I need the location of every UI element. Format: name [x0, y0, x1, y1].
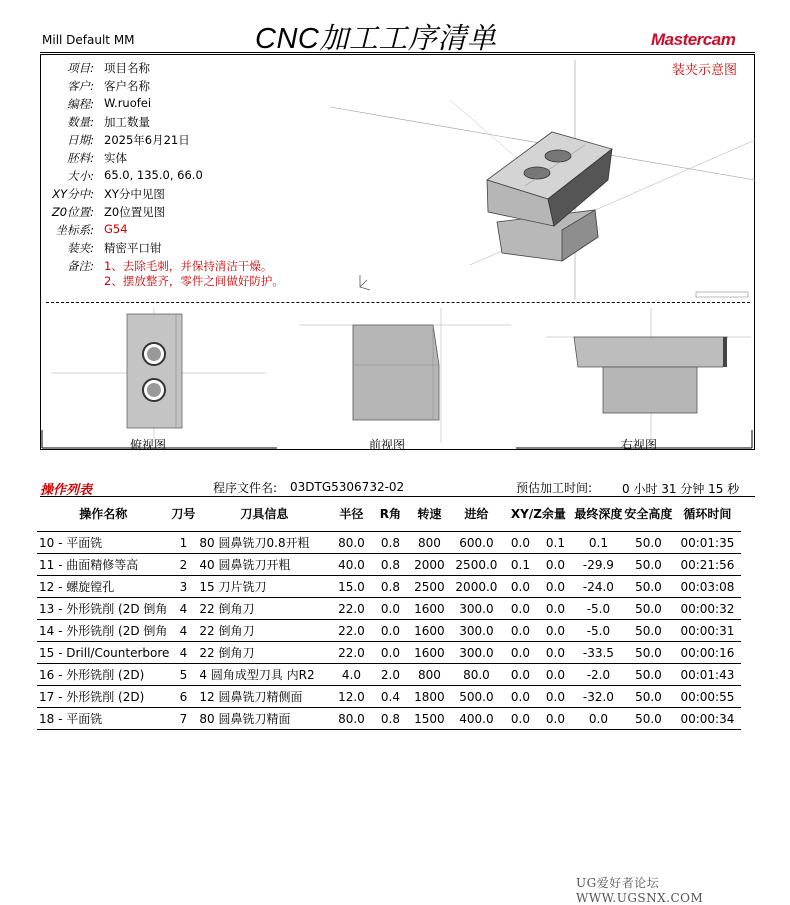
- table-cell: 0.0: [503, 620, 537, 642]
- info-row-date: [40, 132, 340, 150]
- table-cell: -32.0: [573, 686, 623, 708]
- isometric-view: [330, 60, 755, 300]
- table-cell: 5: [169, 664, 197, 686]
- right-view-base: [603, 367, 697, 413]
- table-cell: 800: [409, 664, 449, 686]
- table-cell: 80 圆鼻铣刀0.8开粗: [197, 532, 331, 554]
- table-cell: 0.0: [537, 554, 573, 576]
- info-label: Z0位置:: [51, 205, 94, 219]
- table-cell: 15 - Drill/Counterbore: [37, 642, 169, 664]
- col-header: 刀具信息: [197, 498, 331, 532]
- table-cell: 2.0: [371, 664, 409, 686]
- table-cell: 0.8: [371, 532, 409, 554]
- table-cell: 0.0: [371, 620, 409, 642]
- info-value: 65.0, 135.0, 66.0: [104, 168, 203, 182]
- table-cell: 50.0: [623, 532, 673, 554]
- scale-bar-icon: [696, 292, 748, 297]
- table-cell: 50.0: [623, 554, 673, 576]
- table-cell: -5.0: [573, 620, 623, 642]
- table-cell: 300.0: [449, 620, 503, 642]
- info-label: 日期:: [67, 133, 94, 147]
- program-file-name: 03DTG5306732-02: [290, 480, 405, 494]
- table-cell: 80 圆鼻铣刀精面: [197, 708, 331, 730]
- table-cell: 0.8: [371, 576, 409, 598]
- table-cell: 0.0: [537, 620, 573, 642]
- table-cell: 2000: [409, 554, 449, 576]
- info-value: 精密平口钳: [104, 241, 162, 255]
- estimated-time-value: 0 小时 31 分钟 15 秒: [622, 482, 740, 496]
- operations-table: [37, 498, 741, 730]
- note-line-1: 1、去除毛刺，并保持清洁干燥。: [104, 259, 273, 273]
- table-cell: 12.0: [331, 686, 371, 708]
- info-label: 坐标系:: [55, 223, 94, 237]
- info-value: G54: [104, 222, 128, 236]
- table-cell: 50.0: [623, 620, 673, 642]
- info-value: W.ruofei: [104, 96, 152, 110]
- top-view-caption: 俯视图: [130, 438, 167, 452]
- table-cell: 600.0: [449, 532, 503, 554]
- table-cell: 00:00:31: [673, 620, 741, 642]
- table-cell: 0.0: [503, 664, 537, 686]
- info-row-fixture: [40, 240, 340, 258]
- table-cell: 0.0: [503, 708, 537, 730]
- table-cell: 400.0: [449, 708, 503, 730]
- table-cell: 1600: [409, 620, 449, 642]
- table-cell: 2000.0: [449, 576, 503, 598]
- info-row-quantity: [40, 114, 340, 132]
- info-value: 2025年6月21日: [104, 133, 190, 147]
- table-cell: 11 - 曲面精修等高: [37, 554, 169, 576]
- table-cell: 22 倒角刀: [197, 620, 331, 642]
- table-cell: 80.0: [331, 708, 371, 730]
- col-header: 最终深度: [573, 498, 623, 532]
- table-cell: 50.0: [623, 576, 673, 598]
- table-cell: 22 倒角刀: [197, 598, 331, 620]
- table-cell: 00:00:32: [673, 598, 741, 620]
- table-cell: 0.1: [503, 554, 537, 576]
- right-view-edge: [723, 337, 727, 367]
- operations-body: [37, 532, 741, 730]
- table-row: [37, 598, 741, 620]
- table-cell: 13 - 外形铣削 (2D 倒角: [37, 598, 169, 620]
- hole-icon: [524, 167, 550, 179]
- table-cell: 0.4: [371, 686, 409, 708]
- table-cell: 15.0: [331, 576, 371, 598]
- col-header: 转速: [409, 498, 449, 532]
- info-row-stock: [40, 150, 340, 168]
- info-row-programmer: [40, 96, 340, 114]
- col-header: 半径: [331, 498, 371, 532]
- hole-icon: [147, 383, 161, 397]
- table-cell: 0.0: [503, 686, 537, 708]
- table-cell: 22 倒角刀: [197, 642, 331, 664]
- table-cell: 0.0: [503, 598, 537, 620]
- table-cell: 1600: [409, 642, 449, 664]
- table-cell: 4: [169, 642, 197, 664]
- table-cell: 3: [169, 576, 197, 598]
- table-cell: 0.0: [537, 598, 573, 620]
- info-row-project: [40, 60, 340, 78]
- table-cell: -29.9: [573, 554, 623, 576]
- col-header: 刀号: [169, 498, 197, 532]
- table-cell: 40 圆鼻铣刀开粗: [197, 554, 331, 576]
- table-cell: 4: [169, 620, 197, 642]
- right-view-part: [574, 337, 727, 367]
- table-cell: 15 刀片铣刀: [197, 576, 331, 598]
- table-cell: 2: [169, 554, 197, 576]
- info-row-customer: [40, 78, 340, 96]
- info-row-xy-center: [40, 186, 340, 204]
- table-cell: 7: [169, 708, 197, 730]
- info-label: 备注:: [67, 259, 94, 273]
- operations-title: 操作列表: [40, 483, 93, 498]
- table-cell: 00:01:35: [673, 532, 741, 554]
- table-cell: -24.0: [573, 576, 623, 598]
- table-cell: 6: [169, 686, 197, 708]
- col-header: XY/Z余量: [503, 498, 573, 532]
- table-cell: 40.0: [331, 554, 371, 576]
- table-cell: 50.0: [623, 598, 673, 620]
- info-label: 大小:: [67, 169, 94, 183]
- info-label: 胚料:: [67, 151, 94, 165]
- table-row: [37, 620, 741, 642]
- brand-logo: Mastercam: [651, 30, 736, 49]
- table-cell: 1600: [409, 598, 449, 620]
- table-cell: 300.0: [449, 642, 503, 664]
- table-cell: 12 圆鼻铣刀精侧面: [197, 686, 331, 708]
- table-cell: 2500.0: [449, 554, 503, 576]
- table-row: [37, 708, 741, 730]
- table-cell: 1500: [409, 708, 449, 730]
- table-cell: -33.5: [573, 642, 623, 664]
- table-cell: 1800: [409, 686, 449, 708]
- table-cell: 0.8: [371, 554, 409, 576]
- info-row-size: [40, 168, 340, 186]
- table-cell: 00:00:16: [673, 642, 741, 664]
- front-view-caption: 前视图: [369, 438, 406, 452]
- table-cell: 0.0: [537, 664, 573, 686]
- table-cell: 00:03:08: [673, 576, 741, 598]
- table-cell: 1: [169, 532, 197, 554]
- front-view-part: [353, 325, 439, 420]
- table-cell: 10 - 平面铣: [37, 532, 169, 554]
- info-row-notes: [40, 258, 340, 290]
- table-cell: 0.0: [537, 576, 573, 598]
- table-cell: 80.0: [331, 532, 371, 554]
- gnomon-icon: [360, 275, 370, 290]
- info-label: 编程:: [67, 97, 94, 111]
- table-cell: 14 - 外形铣削 (2D 倒角: [37, 620, 169, 642]
- program-file-label: 程序文件名:: [213, 481, 278, 495]
- info-value: Z0位置见图: [104, 205, 166, 219]
- info-label: 装夹:: [67, 241, 94, 255]
- table-cell: 22.0: [331, 642, 371, 664]
- table-cell: 22.0: [331, 620, 371, 642]
- table-cell: 00:21:56: [673, 554, 741, 576]
- note-line-2: 2、摆放整齐，零件之间做好防护。: [104, 274, 284, 288]
- info-row-z0: [40, 204, 340, 222]
- estimated-time-label: 预估加工时间:: [516, 481, 593, 495]
- table-cell: 22.0: [331, 598, 371, 620]
- table-cell: 0.8: [371, 708, 409, 730]
- table-cell: 50.0: [623, 708, 673, 730]
- table-cell: 0.0: [537, 686, 573, 708]
- right-view-caption: 右视图: [621, 438, 658, 452]
- table-cell: 300.0: [449, 598, 503, 620]
- col-header: 操作名称: [37, 498, 169, 532]
- table-cell: 0.1: [573, 532, 623, 554]
- info-row-wcs: [40, 222, 340, 240]
- fixture-diagram-label: 装夹示意图: [672, 63, 738, 78]
- table-cell: 0.0: [503, 532, 537, 554]
- table-cell: 16 - 外形铣削 (2D): [37, 664, 169, 686]
- table-cell: 4: [169, 598, 197, 620]
- table-cell: 0.0: [503, 642, 537, 664]
- info-value: 实体: [104, 151, 127, 165]
- machine-name: Mill Default MM: [42, 33, 135, 47]
- page-title: CNC加工工序清单: [255, 23, 497, 55]
- table-cell: 50.0: [623, 664, 673, 686]
- table-cell: 0.0: [371, 598, 409, 620]
- info-value: 加工数量: [104, 115, 150, 129]
- info-label: XY分中:: [52, 187, 94, 201]
- info-value: 项目名称: [104, 61, 150, 75]
- table-row: [37, 642, 741, 664]
- info-label: 项目:: [67, 61, 94, 75]
- table-cell: 00:01:43: [673, 664, 741, 686]
- watermark-footer: UG爱好者论坛 WWW.UGSNX.COM: [576, 876, 704, 905]
- table-cell: 50.0: [623, 686, 673, 708]
- table-row: [37, 532, 741, 554]
- info-label: 数量:: [67, 115, 94, 129]
- table-row: [37, 576, 741, 598]
- operations-divider: [40, 496, 755, 497]
- header-divider: [40, 52, 755, 53]
- info-label: 客户:: [67, 79, 94, 93]
- table-cell: 4.0: [331, 664, 371, 686]
- col-header: 安全高度: [623, 498, 673, 532]
- info-value: XY分中见图: [104, 187, 165, 201]
- table-cell: 500.0: [449, 686, 503, 708]
- hole-icon: [545, 150, 571, 162]
- table-cell: 0.0: [537, 708, 573, 730]
- table-cell: 0.0: [371, 642, 409, 664]
- table-cell: 0.0: [573, 708, 623, 730]
- top-view-part: [127, 314, 182, 428]
- table-cell: 0.0: [503, 576, 537, 598]
- table-header-row: [37, 498, 741, 532]
- table-cell: 50.0: [623, 642, 673, 664]
- table-cell: 0.1: [537, 532, 573, 554]
- table-cell: 4 圆角成型刀具 内R2: [197, 664, 331, 686]
- table-row: [37, 554, 741, 576]
- table-cell: 18 - 平面铣: [37, 708, 169, 730]
- orthographic-views: [41, 303, 754, 449]
- hole-icon: [147, 347, 161, 361]
- table-cell: 0.0: [537, 642, 573, 664]
- table-cell: -2.0: [573, 664, 623, 686]
- table-row: [37, 686, 741, 708]
- table-cell: 17 - 外形铣削 (2D): [37, 686, 169, 708]
- table-cell: 80.0: [449, 664, 503, 686]
- table-cell: -5.0: [573, 598, 623, 620]
- col-header: 进给: [449, 498, 503, 532]
- col-header: 循环时间: [673, 498, 741, 532]
- table-cell: 00:00:55: [673, 686, 741, 708]
- table-row: [37, 664, 741, 686]
- table-cell: 2500: [409, 576, 449, 598]
- table-cell: 800: [409, 532, 449, 554]
- col-header: R角: [371, 498, 409, 532]
- table-cell: 12 - 螺旋镗孔: [37, 576, 169, 598]
- info-value: 客户名称: [104, 79, 150, 93]
- table-cell: 00:00:34: [673, 708, 741, 730]
